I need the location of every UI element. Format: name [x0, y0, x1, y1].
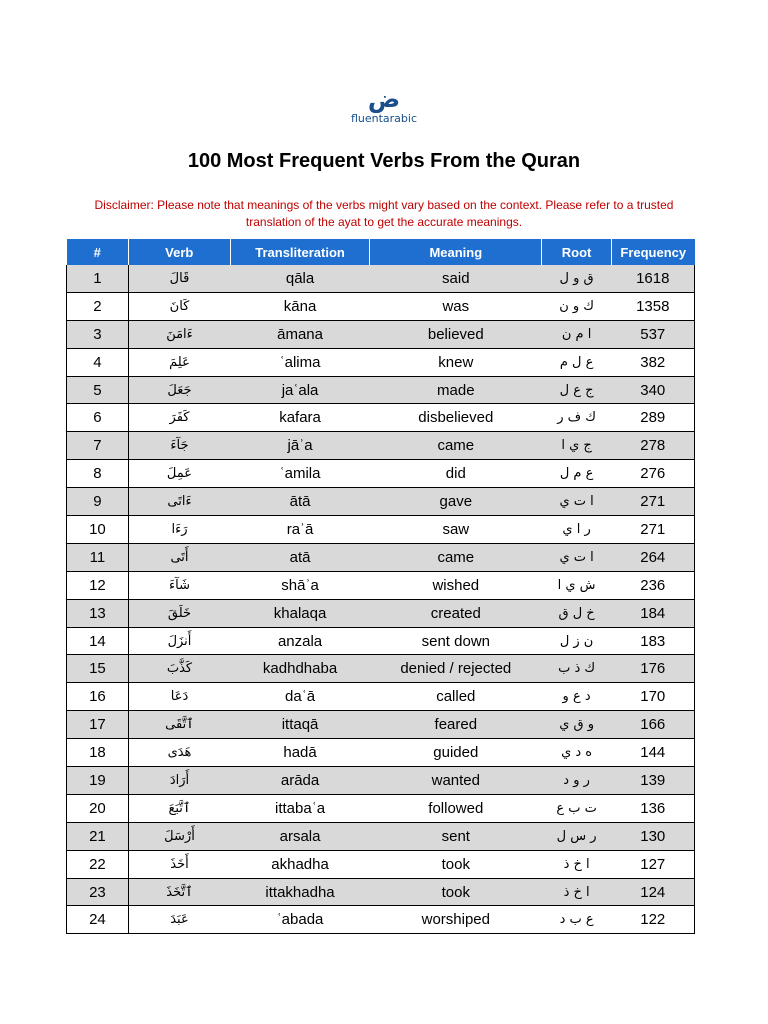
row-root: ش ي ا	[542, 571, 612, 599]
row-frequency: 264	[612, 543, 695, 571]
row-meaning: believed	[370, 320, 542, 348]
row-root: ا خ ذ	[542, 878, 612, 906]
row-verb: رَءَا	[128, 516, 230, 544]
row-number: 3	[67, 320, 129, 348]
row-meaning: sent down	[370, 627, 542, 655]
row-transliteration: ittakhadha	[230, 878, 370, 906]
row-root: ه د ي	[542, 739, 612, 767]
row-verb: كَفَرَ	[128, 404, 230, 432]
row-meaning: guided	[370, 739, 542, 767]
table-row	[67, 292, 695, 320]
table-row	[67, 571, 695, 599]
row-meaning: sent	[370, 822, 542, 850]
row-meaning: feared	[370, 711, 542, 739]
row-meaning: worshiped	[370, 906, 542, 934]
table-row	[67, 627, 695, 655]
row-transliteration: hadā	[230, 739, 370, 767]
row-number: 1	[67, 265, 129, 292]
row-meaning: did	[370, 460, 542, 488]
row-transliteration: arāda	[230, 767, 370, 795]
logo	[0, 85, 768, 125]
table-row	[67, 850, 695, 878]
row-frequency: 144	[612, 739, 695, 767]
row-verb: عَبَدَ	[128, 906, 230, 934]
row-frequency: 183	[612, 627, 695, 655]
row-number: 21	[67, 822, 129, 850]
row-transliteration: ittaqā	[230, 711, 370, 739]
row-frequency: 184	[612, 599, 695, 627]
row-root: ق و ل	[542, 265, 612, 292]
row-transliteration: daʿā	[230, 683, 370, 711]
row-root: ع م ل	[542, 460, 612, 488]
row-transliteration: ʿalima	[230, 348, 370, 376]
row-frequency: 537	[612, 320, 695, 348]
row-frequency: 276	[612, 460, 695, 488]
row-root: د ع و	[542, 683, 612, 711]
row-meaning: followed	[370, 794, 542, 822]
row-transliteration: atā	[230, 543, 370, 571]
row-verb: أَتَى	[128, 543, 230, 571]
table-row	[67, 404, 695, 432]
row-number: 11	[67, 543, 129, 571]
row-transliteration: raʾā	[230, 516, 370, 544]
row-root: ن ز ل	[542, 627, 612, 655]
row-verb: أَرْسَلَ	[128, 822, 230, 850]
row-root: ت ب ع	[542, 794, 612, 822]
row-verb: شَآءَ	[128, 571, 230, 599]
row-verb: أَنزَلَ	[128, 627, 230, 655]
header-meaning: Meaning	[370, 239, 542, 265]
row-meaning: was	[370, 292, 542, 320]
row-frequency: 176	[612, 655, 695, 683]
row-root: ع ل م	[542, 348, 612, 376]
table-row	[67, 516, 695, 544]
row-verb: أَخَذَ	[128, 850, 230, 878]
table-row	[67, 460, 695, 488]
row-transliteration: ʿamila	[230, 460, 370, 488]
row-number: 16	[67, 683, 129, 711]
disclaimer: Disclaimer: Please note that meanings of the verbs might vary based on the context. Please refer to a trusted translation of the ayat to get the accurate meanings.	[94, 198, 674, 229]
table-header-row	[67, 239, 695, 265]
row-meaning: knew	[370, 348, 542, 376]
row-frequency: 122	[612, 906, 695, 934]
header-number: #	[67, 239, 129, 265]
row-frequency: 130	[612, 822, 695, 850]
header-root: Root	[542, 239, 612, 265]
row-meaning: took	[370, 850, 542, 878]
row-frequency: 289	[612, 404, 695, 432]
page-title: 100 Most Frequent Verbs From the Quran	[187, 150, 581, 172]
table-row	[67, 432, 695, 460]
header-frequency: Frequency	[612, 239, 695, 265]
row-verb: جَآءَ	[128, 432, 230, 460]
row-number: 20	[67, 794, 129, 822]
table-row	[67, 767, 695, 795]
row-number: 8	[67, 460, 129, 488]
row-transliteration: ittabaʿa	[230, 794, 370, 822]
row-frequency: 136	[612, 794, 695, 822]
table-row	[67, 683, 695, 711]
row-root: ك ف ر	[542, 404, 612, 432]
row-meaning: called	[370, 683, 542, 711]
row-root: ج ي ا	[542, 432, 612, 460]
row-verb: جَعَلَ	[128, 376, 230, 404]
row-verb: عَلِمَ	[128, 348, 230, 376]
row-transliteration: kadhdhaba	[230, 655, 370, 683]
row-number: 17	[67, 711, 129, 739]
row-verb: هَدَى	[128, 739, 230, 767]
table-row	[67, 906, 695, 934]
logo-glyph: ض	[367, 85, 401, 113]
row-root: ع ب د	[542, 906, 612, 934]
table-row	[67, 376, 695, 404]
row-transliteration: anzala	[230, 627, 370, 655]
row-verb: قَالَ	[128, 265, 230, 292]
table-row	[67, 794, 695, 822]
row-number: 19	[67, 767, 129, 795]
row-verb: ءَاتَى	[128, 488, 230, 516]
row-frequency: 278	[612, 432, 695, 460]
row-verb: ءَامَنَ	[128, 320, 230, 348]
table-row	[67, 488, 695, 516]
row-meaning: took	[370, 878, 542, 906]
row-root: ك ذ ب	[542, 655, 612, 683]
row-number: 10	[67, 516, 129, 544]
row-meaning: came	[370, 432, 542, 460]
row-root: ا خ ذ	[542, 850, 612, 878]
table-row	[67, 320, 695, 348]
row-meaning: came	[370, 543, 542, 571]
row-root: ج ع ل	[542, 376, 612, 404]
row-transliteration: āmana	[230, 320, 370, 348]
row-transliteration: ātā	[230, 488, 370, 516]
row-number: 6	[67, 404, 129, 432]
row-number: 4	[67, 348, 129, 376]
row-root: خ ل ق	[542, 599, 612, 627]
row-meaning: saw	[370, 516, 542, 544]
row-frequency: 166	[612, 711, 695, 739]
row-transliteration: kafara	[230, 404, 370, 432]
row-transliteration: jaʿala	[230, 376, 370, 404]
row-transliteration: arsala	[230, 822, 370, 850]
row-number: 9	[67, 488, 129, 516]
table-row	[67, 265, 695, 292]
table-row	[67, 655, 695, 683]
row-number: 2	[67, 292, 129, 320]
header-verb: Verb	[128, 239, 230, 265]
row-frequency: 1618	[612, 265, 695, 292]
row-frequency: 139	[612, 767, 695, 795]
row-number: 13	[67, 599, 129, 627]
row-root: ا ت ي	[542, 543, 612, 571]
row-verb: كَانَ	[128, 292, 230, 320]
row-meaning: gave	[370, 488, 542, 516]
logo-text: fluentarabic	[350, 112, 418, 125]
row-root: ك و ن	[542, 292, 612, 320]
row-number: 22	[67, 850, 129, 878]
row-frequency: 236	[612, 571, 695, 599]
row-verb: أَرَادَ	[128, 767, 230, 795]
row-transliteration: qāla	[230, 265, 370, 292]
row-transliteration: khalaqa	[230, 599, 370, 627]
row-root: ر و د	[542, 767, 612, 795]
row-verb: دَعَا	[128, 683, 230, 711]
row-number: 24	[67, 906, 129, 934]
row-frequency: 340	[612, 376, 695, 404]
table-row	[67, 739, 695, 767]
row-frequency: 1358	[612, 292, 695, 320]
row-transliteration: jāʾa	[230, 432, 370, 460]
row-verb: عَمِلَ	[128, 460, 230, 488]
row-number: 12	[67, 571, 129, 599]
row-frequency: 271	[612, 488, 695, 516]
row-meaning: wished	[370, 571, 542, 599]
row-number: 7	[67, 432, 129, 460]
row-meaning: said	[370, 265, 542, 292]
table-row	[67, 348, 695, 376]
row-meaning: made	[370, 376, 542, 404]
row-frequency: 124	[612, 878, 695, 906]
row-verb: ٱتَّخَذَ	[128, 878, 230, 906]
row-meaning: wanted	[370, 767, 542, 795]
row-number: 23	[67, 878, 129, 906]
row-root: ر ا ي	[542, 516, 612, 544]
row-root: و ق ي	[542, 711, 612, 739]
row-root: ا م ن	[542, 320, 612, 348]
row-transliteration: shāʾa	[230, 571, 370, 599]
row-transliteration: ʿabada	[230, 906, 370, 934]
row-frequency: 127	[612, 850, 695, 878]
header-transliteration: Transliteration	[230, 239, 370, 265]
table-row	[67, 543, 695, 571]
verbs-table	[66, 239, 695, 934]
table-row	[67, 599, 695, 627]
row-root: ا ت ي	[542, 488, 612, 516]
row-verb: خَلَقَ	[128, 599, 230, 627]
table-row	[67, 878, 695, 906]
row-number: 14	[67, 627, 129, 655]
row-number: 18	[67, 739, 129, 767]
row-transliteration: akhadha	[230, 850, 370, 878]
row-transliteration: kāna	[230, 292, 370, 320]
row-root: ر س ل	[542, 822, 612, 850]
row-frequency: 170	[612, 683, 695, 711]
row-verb: ٱتَّبَعَ	[128, 794, 230, 822]
table-row	[67, 711, 695, 739]
row-frequency: 271	[612, 516, 695, 544]
row-number: 15	[67, 655, 129, 683]
row-verb: كَذَّبَ	[128, 655, 230, 683]
row-meaning: created	[370, 599, 542, 627]
table-row	[67, 822, 695, 850]
row-meaning: denied / rejected	[370, 655, 542, 683]
row-frequency: 382	[612, 348, 695, 376]
row-meaning: disbelieved	[370, 404, 542, 432]
row-number: 5	[67, 376, 129, 404]
row-verb: ٱتَّقَى	[128, 711, 230, 739]
